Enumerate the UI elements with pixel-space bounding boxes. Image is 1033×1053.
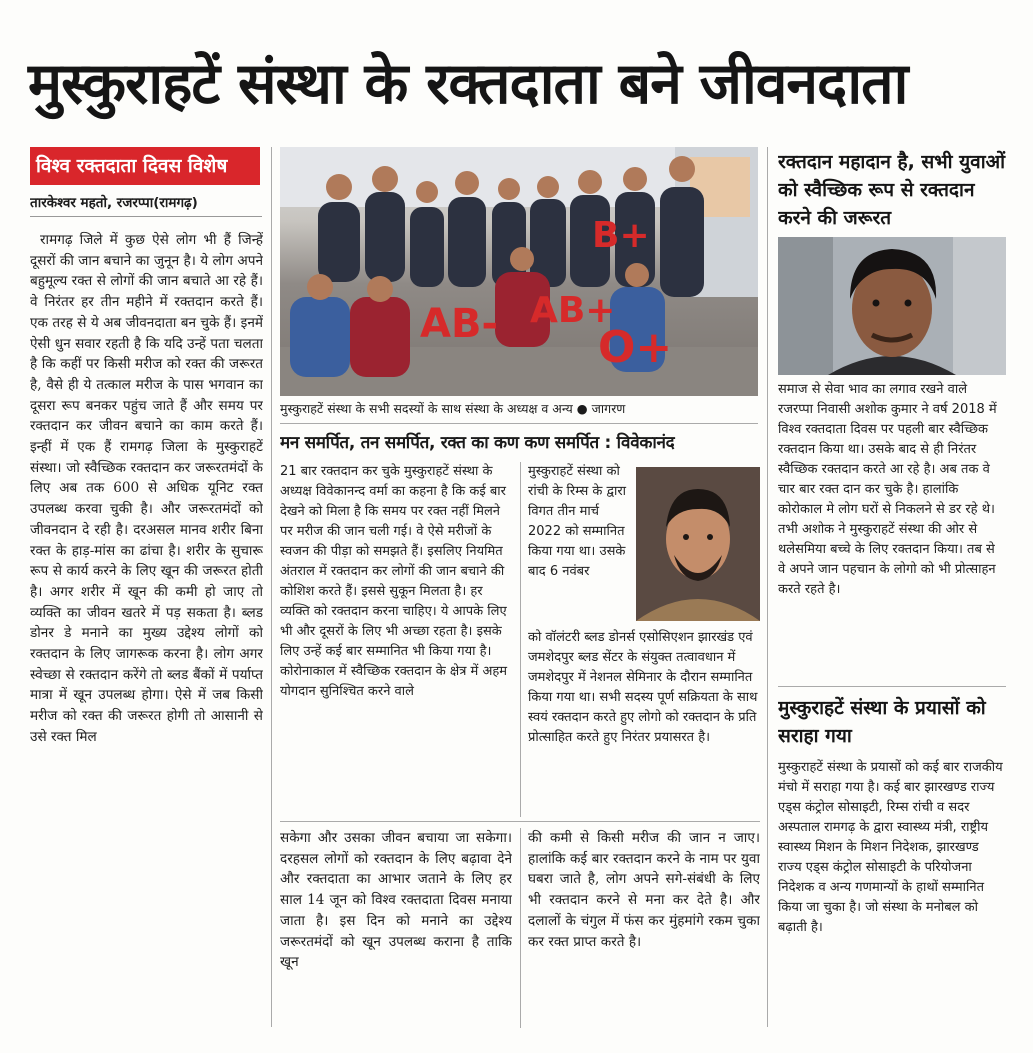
sign-o-plus: O+ bbox=[598, 322, 673, 373]
column-divider bbox=[767, 147, 768, 1027]
sidebar-heading-1: रक्तदान महादान है, सभी युवाओं को स्वैच्छिक रूप से रक्तदान करने की जरूरत bbox=[778, 151, 1006, 229]
section-kicker: विश्व रक्तदाता दिवस विशेष bbox=[30, 147, 260, 185]
group-photo bbox=[280, 147, 758, 396]
column-divider bbox=[520, 462, 521, 817]
body-column-2: सकेगा और उसका जीवन बचाया जा सकेगा। दरहसल लोगों को रक्तदान के लिए बढ़ावा देने और रक्तदाता का आभार जताने के लिए हर साल 14 जून को विश्व रक्तदाता दिवस मनाया जाता है। इस दिन को मनाने का उद्देश्य जरूरतमंदों को खून उपलब्ध कराना है ताकि खून bbox=[280, 830, 512, 971]
vivekanand-portrait bbox=[636, 467, 760, 621]
portrait-illustration bbox=[636, 467, 760, 621]
byline-rule bbox=[30, 216, 262, 217]
column-divider bbox=[520, 828, 521, 1028]
sidebar-text-2: मुस्कुराहटें संस्था के प्रयासों को कई बार राजकीय मंचो में सराहा गया है। कई बार झारखण्ड राज्य एड्स कंट्रोल सोसाइटी, रिम्स रांची व सदर अस्पताल रामगढ़ के द्वारा स्वास्थ्य मंत्री, राष्ट्रीय स्वास्थ्य मिशन के मिशन निदेशक, झारखण्ड राज्य एड्स कंट्रोल सोसाइटी के परियोजना निदेशक व अन्य गणमान्यों के हाथों सम्मानित किया जा चुका है। जो संस्था के मनोबल को बढ़ाती है। bbox=[778, 760, 1003, 935]
sign-ab-plus: AB+ bbox=[530, 290, 616, 331]
quote-column-b-rest: को वॉलंटरी ब्लड डोनर्स एसोसिएशन झारखंड एवं जमशेदपुर ब्लड सेंटर के संयुक्त तत्वावधान में जमशेदपुर में नेशनल सेमिनार के दौरान सम्मानित किया गया था। सभी सदस्य पूर्ण सक्रियता के साथ स्वयं रक्तदान करते हुए लोगो को रक्तदान के प्रति प्रोत्साहित करते हुए निरंतर प्रयासरत है। bbox=[528, 630, 758, 745]
byline: तारकेश्वर महतो, रजरप्पा(रामगढ़) bbox=[30, 195, 198, 211]
sign-ab-minus: AB- bbox=[420, 301, 499, 347]
box-bottom-rule bbox=[280, 821, 760, 822]
quote-column-a: 21 बार रक्तदान कर चुके मुस्कुराहटें संस्था के अध्यक्ष विवेकानन्द वर्मा का कहना है कि कई बार देखने को मिला है कि समय पर रक्त नहीं मिलने पर मरीज की जान चली गई। वे ऐसे मरीजों के स्वजन की पीड़ा को समझते हैं। इसलिए नियमित अंतराल में रक्तदान कर लोगों की जान बचाने की कोशिश करते हैं। इससे सुकून मिलता है। हर व्यक्ति को रक्तदान करना चाहिए। ये आपके लिए भी और दूसरों के लिए भी अच्छा रहता है। इसके लिए उन्हें कई बार सम्मानित भी किया गया है। कोरोनाकाल में स्वैच्छिक रक्तदान के क्षेत्र में अहम योगदान सुनिश्चित करने वाले bbox=[280, 464, 508, 699]
body-column-1: रामगढ़ जिले में कुछ ऐसे लोग भी हैं जिन्हें दूसरों की जान बचाने का जुनून है। ये लोग अपने बहुमूल्य रक्त से लोगों की जान बचाते आ रहे हैं। वे निरंतर हर तीन महीने में रक्तदान करते हैं। एक तरह से ये अब जीवनदाता बन चुके हैं। इनमें ऐसी धुन सवार रहती है कि यदि उन्हें पता चलता है कि कहीं पर किसी मरीज को रक्त की जरूरत है, वैसे ही ये तत्काल मरीज के पास भगवान का दूसरा रूप बनकर पहुंच जाते हैं और समय पर रक्तदान कर जीवन बचाने का काम करते हैं। इन्हीं में एक हैं रामगढ़ जिला के मुस्कुराहटें संस्था। जो स्वैच्छिक रक्तदान कर जरूरतमंदों के लिए अब तक 600 से अधिक यूनिट रक्त उपलब्ध करवा चुकी है। और जरूरतमंदों को जीवनदान दे रही है। दरअसल मानव शरीर बिना रक्त के हाड़-मांस का ढांचा है। शरीर के सुचारू रूप से कार्य करने के लिए खून की जरूरत होती है। अगर शरीर में खून की कमी हो जाए तो व्यक्ति का जीवन खतरे में पड़ सकता है। ब्लड डोनर डे मनाने का मुख्य उद्देश्य लोगों को रक्तदान के लिए जागरूक करना है। लोग अगर स्वेच्छा से रक्तदान करेंगे तो ब्लड बैंकों में पर्याप्त मात्रा में खून उपलब्ध होगा। ऐसे में जब किसी मरीज को रक्त की जरूरत होगी तो आसानी से उसे रक्त मिल bbox=[30, 232, 263, 745]
quote-column-b-top: मुस्कुराहटें संस्था को रांची के रिम्स के द्वारा विगत तीन मार्च 2022 को सम्मानित किया गया था। उसके बाद 6 नवंबर bbox=[528, 464, 627, 579]
ashok-kumar-portrait bbox=[778, 237, 1006, 375]
sidebar-rule bbox=[778, 686, 1006, 687]
group-photo-illustration bbox=[280, 147, 758, 396]
portrait-illustration bbox=[778, 237, 1006, 375]
quote-subhead: मन समर्पित, तन समर्पित, रक्त का कण कण समर्पित : विवेकानंद bbox=[280, 433, 675, 453]
sign-b-plus: B+ bbox=[592, 215, 650, 256]
column-divider bbox=[271, 147, 272, 1027]
headline: मुस्कुराहटें संस्था के रक्तदाता बने जीवनदाता bbox=[28, 51, 908, 117]
sidebar-heading-2: मुस्कुराहटें संस्था के प्रयासों को सराहा गया bbox=[778, 697, 986, 747]
sidebar-text-1: समाज से सेवा भाव का लगाव रखने वाले रजरप्पा निवासी अशोक कुमार ने वर्ष 2018 में विश्व रक्तदाता दिवस पर पहली बार स्वैच्छिक रक्तदान किया था। उसके बाद से ही निरंतर स्वैच्छिक रक्तदान करते आ रहे है। अब तक वे चार बार रक्त दान कर चुके है। हालांकि कोरोकाल मे लोग घरों से निकलने से डर रहे थे। तभी अशोक ने मुस्कुराहटें संस्था की ओर से थलेसमिया बच्चे के लिए रक्तदान किया। तब से वे अपने जान पहचान के लोगो को भी प्रोत्साहन करते रहते है। bbox=[778, 382, 997, 597]
caption-rule bbox=[280, 423, 758, 424]
photo-caption: मुस्कुराहटें संस्था के सभी सदस्यों के साथ संस्था के अध्यक्ष व अन्य ● जागरण bbox=[280, 401, 626, 416]
body-column-3: की कमी से किसी मरीज की जान न जाए। हालांकि कई बार रक्तदान करने के नाम पर युवा घबरा जाते है, लोग अपने सगे-संबंधी के लिए भी रक्तदान करने से मना कर देते है। और दलालों के चंगुल में फंस कर मुंहमांगे रकम चुका कर रक्त प्राप्त करते है। bbox=[528, 830, 760, 950]
